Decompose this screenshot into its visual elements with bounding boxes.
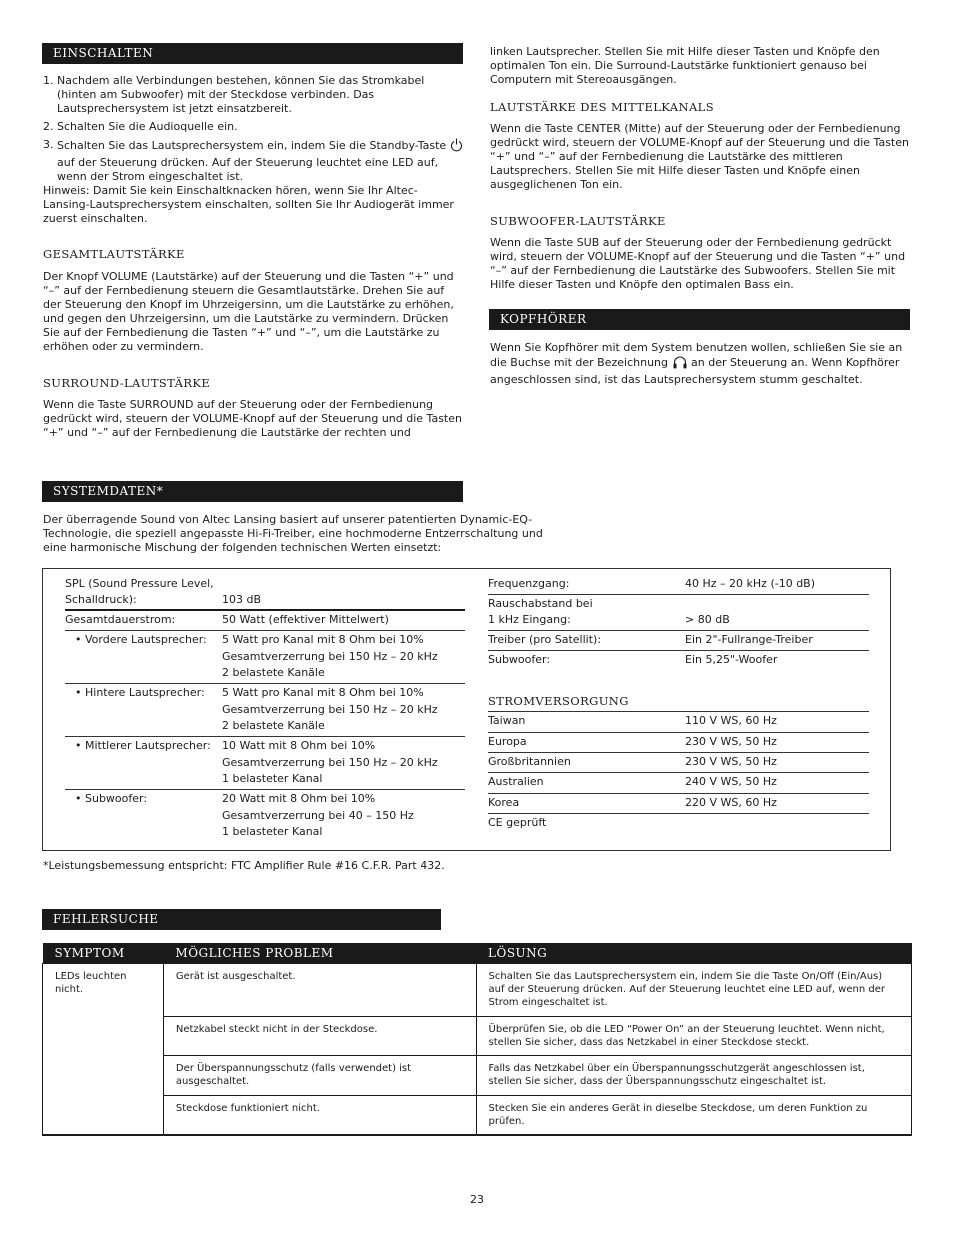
- ce-label: CE geprüft: [488, 816, 547, 829]
- hint-text: Hinweis: Damit Sie kein Einschaltknacken hören, wenn Sie Ihr Altec-Lansing-Lautsprechersystem einschalten, sollten Sie Ihr Audiogerät immer zuerst einschalten.: [43, 184, 454, 225]
- list-item: [43, 120, 463, 134]
- spec-value: Ein 5,25"-Woofer: [685, 653, 778, 666]
- problem-cell: Steckdose funktioniert nicht.: [163, 1095, 476, 1135]
- spec-value: 2 belastete Kanäle: [222, 666, 325, 679]
- power-value: 240 V WS, 50 Hz: [685, 775, 777, 788]
- spec-value: Gesamtverzerrung bei 40 – 150 Hz: [222, 809, 414, 822]
- page-number: 23: [470, 1193, 484, 1206]
- spec-label: • Subwoofer:: [75, 792, 148, 805]
- section-header-einschalten: [42, 43, 463, 64]
- footnote: *Leistungsbemessung entspricht: FTC Amplifier Rule #16 C.F.R. Part 432.: [43, 859, 445, 872]
- body-text: Wenn die Taste CENTER (Mitte) auf der Steuerung oder der Fernbedienung gedrückt wird, steuern der VOLUME-Knopf auf der Steuerung und die Tasten “+” und “–” auf der Fernbedienung die Lautstärke des mittleren Lautsprechers. Stellen Sie mit Hilfe dieser Tasten und Knöpfe einen ausgeglichenen Ton ein.: [490, 122, 909, 191]
- spec-value: Ein 2"-Fullrange-Treiber: [685, 633, 813, 646]
- divider: [65, 630, 465, 631]
- table-row: [43, 963, 912, 1016]
- body-text: Wenn die Taste SURROUND auf der Steuerung oder der Fernbedienung gedrückt wird, steuern der VOLUME-Knopf auf der Steuerung und die Tasten “+” und “–” auf der Fernbedienung die Lautstärke der rechten und: [43, 398, 462, 439]
- step-number: 1.: [43, 74, 54, 87]
- power-value: 230 V WS, 50 Hz: [685, 735, 777, 748]
- step-number: 2.: [43, 120, 54, 133]
- subsection-title-subwoofer: SUBWOOFER-LAUTSTÄRKE: [490, 214, 666, 228]
- table-header-row: [43, 943, 912, 963]
- spec-label: • Hintere Lautsprecher:: [75, 686, 205, 699]
- spec-value: 20 Watt mit 8 Ohm bei 10%: [222, 792, 376, 805]
- list-item: [43, 74, 463, 116]
- body-text: Der überragende Sound von Altec Lansing basiert auf unserer patentierten Dynamic-EQ-Technologie, die speziell angepasste Hi-Fi-Treiber, eine hochmoderne Entzerrschaltung und eine harmonische Mischung der folgenden technischen Werten einsetzt:: [43, 513, 543, 554]
- body-text: [490, 341, 910, 387]
- step-text: Schalten Sie die Audioquelle ein.: [57, 120, 238, 133]
- body-text: Der Knopf VOLUME (Lautstärke) auf der Steuerung und die Tasten “+” und “–” auf der Fernbedienung steuern die Gesamtlautstärke. Drehen Sie auf der Steuerung den Knopf im Uhrzeigersinn, um die Lautstärke zu erhöhen, und gegen den Uhrzeigersinn, um die Lautstärke zu vermindern. Drücken Sie auf der Fernbedienung die Tasten “+” und “–”, um die Lautstärke zu erhöhen oder zu vermindern.: [43, 270, 454, 353]
- divider: [65, 736, 465, 737]
- spec-label: Schalldruck):: [65, 593, 137, 606]
- subsection-title-stromversorgung: STROMVERSORGUNG: [488, 694, 629, 708]
- section-header-fehlersuche: [42, 909, 441, 930]
- spec-value: 103 dB: [222, 593, 262, 606]
- power-country: Europa: [488, 735, 527, 748]
- body-text-part: Wenn Sie Kopfhörer mit dem System benutzen wollen, schließen Sie sie an die Buchse mit der Bezeichnung: [490, 341, 903, 369]
- divider: [488, 732, 869, 733]
- spec-label: • Vordere Lautsprecher:: [75, 633, 207, 646]
- troubleshooting-table: [42, 943, 912, 1136]
- body-text-part: an der Steuerung an. Wenn Kopfhörer angeschlossen sind, ist das Lautsprechersystem stumm geschaltet.: [490, 356, 900, 386]
- spec-label: Frequenzgang:: [488, 577, 570, 590]
- divider: [488, 594, 869, 595]
- body-text: Wenn die Taste SUB auf der Steuerung oder der Fernbedienung gedrückt wird, steuern der VOLUME-Knopf auf der Steuerung und die Tasten “+” und “–” auf der Fernbedienung die Lautstärke des Subwoofers. Stellen Sie mit Hilfe dieser Tasten und Knöpfe den optimalen Bass ein.: [490, 236, 906, 291]
- column-header-problem: MÖGLICHES PROBLEM: [163, 943, 476, 963]
- spec-value: 1 belasteter Kanal: [222, 825, 323, 838]
- problem-cell: Gerät ist ausgeschaltet.: [163, 963, 476, 1016]
- spec-value: 1 belasteter Kanal: [222, 772, 323, 785]
- power-value: 220 V WS, 60 Hz: [685, 796, 777, 809]
- divider: [488, 752, 869, 753]
- solution-cell: Falls das Netzkabel über ein Überspannungsschutzgerät angeschlossen ist, stellen Sie sicher, dass der Überspannungsschutz eingeschaltet ist.: [476, 1055, 911, 1095]
- spec-value: > 80 dB: [685, 613, 730, 626]
- power-value: 110 V WS, 60 Hz: [685, 714, 777, 727]
- spec-value: Gesamtverzerrung bei 150 Hz – 20 kHz: [222, 703, 438, 716]
- spec-label: 1 kHz Eingang:: [488, 613, 571, 626]
- spec-label: Subwoofer:: [488, 653, 551, 666]
- problem-cell: Der Überspannungsschutz (falls verwendet) ist ausgeschaltet.: [163, 1055, 476, 1095]
- section-header-kopfhoerer: [489, 309, 910, 330]
- subsection-title-mittelkanal: LAUTSTÄRKE DES MITTELKANALS: [490, 100, 714, 114]
- section-title: KOPFHÖRER: [500, 312, 587, 326]
- section-title: FEHLERSUCHE: [53, 912, 159, 926]
- spec-label: Rauschabstand bei: [488, 597, 593, 610]
- divider: [488, 813, 869, 814]
- spec-value: 5 Watt pro Kanal mit 8 Ohm bei 10%: [222, 686, 424, 699]
- subsection-title-surround: SURROUND-LAUTSTÄRKE: [43, 376, 211, 390]
- divider: [65, 609, 465, 611]
- spec-value: Gesamtverzerrung bei 150 Hz – 20 kHz: [222, 756, 438, 769]
- divider: [488, 711, 869, 712]
- subsection-title-gesamtlautstaerke: GESAMTLAUTSTÄRKE: [43, 247, 185, 261]
- power-icon: [450, 138, 463, 156]
- spec-box: [42, 568, 891, 851]
- section-title: EINSCHALTEN: [53, 46, 154, 60]
- spec-value: 10 Watt mit 8 Ohm bei 10%: [222, 739, 376, 752]
- table-row: [43, 1055, 912, 1095]
- einschalten-steps: [43, 74, 463, 188]
- divider: [65, 789, 465, 790]
- body-text: linken Lautsprecher. Stellen Sie mit Hilfe dieser Tasten und Knöpfe den optimalen Ton ein. Die Surround-Lautstärke funktioniert genauso bei Computern mit Stereoausgängen.: [490, 45, 880, 86]
- solution-cell: Überprüfen Sie, ob die LED “Power On” an der Steuerung leuchtet. Wenn nicht, stellen Sie sicher, dass das Netzkabel in einer Steckdose steckt.: [476, 1016, 911, 1055]
- spec-label: Treiber (pro Satellit):: [488, 633, 602, 646]
- step-number: 3.: [43, 138, 54, 151]
- table-row: [43, 1095, 912, 1135]
- symptom-cell: LEDs leuchten nicht.: [43, 963, 164, 1135]
- divider: [488, 772, 869, 773]
- spec-value: 50 Watt (effektiver Mittelwert): [222, 613, 389, 626]
- divider: [488, 793, 869, 794]
- power-country: Taiwan: [488, 714, 526, 727]
- spec-value: 40 Hz – 20 kHz (-10 dB): [685, 577, 816, 590]
- spec-value: 5 Watt pro Kanal mit 8 Ohm bei 10%: [222, 633, 424, 646]
- section-title: SYSTEMDATEN*: [53, 484, 164, 498]
- column-header-loesung: LÖSUNG: [476, 943, 911, 963]
- solution-cell: Stecken Sie ein anderes Gerät in dieselbe Steckdose, um deren Funktion zu prüfen.: [476, 1095, 911, 1135]
- step-text: Nachdem alle Verbindungen bestehen, können Sie das Stromkabel (hinten am Subwoofer) mit der Steckdose verbinden. Das Lautsprechersystem ist jetzt einsatzbereit.: [57, 74, 425, 115]
- divider: [488, 650, 869, 651]
- step-text: auf der Steuerung drücken. Auf der Steuerung leuchtet eine LED auf, wenn der Strom eingeschaltet ist.: [57, 156, 439, 183]
- spec-value: 2 belastete Kanäle: [222, 719, 325, 732]
- spec-label: SPL (Sound Pressure Level,: [65, 577, 214, 590]
- spec-label: • Mittlerer Lautsprecher:: [75, 739, 211, 752]
- power-country: Korea: [488, 796, 520, 809]
- table-row: [43, 1016, 912, 1055]
- divider: [65, 683, 465, 684]
- spec-label: Gesamtdauerstrom:: [65, 613, 176, 626]
- column-header-symptom: SYMPTOM: [43, 943, 164, 963]
- problem-cell: Netzkabel steckt nicht in der Steckdose.: [163, 1016, 476, 1055]
- power-country: Australien: [488, 775, 544, 788]
- solution-cell: Schalten Sie das Lautsprechersystem ein, indem Sie die Taste On/Off (Ein/Aus) auf der Steuerung drücken. Auf der Steuerung leuchtet eine LED auf, wenn der Strom eingeschaltet ist.: [476, 963, 911, 1016]
- list-item: [43, 138, 463, 184]
- section-header-systemdaten: [42, 481, 463, 502]
- headphones-icon: [672, 355, 688, 373]
- spec-value: Gesamtverzerrung bei 150 Hz – 20 kHz: [222, 650, 438, 663]
- power-value: 230 V WS, 50 Hz: [685, 755, 777, 768]
- step-text: Schalten Sie das Lautsprechersystem ein, indem Sie die Standby-Taste: [57, 139, 447, 152]
- power-country: Großbritannien: [488, 755, 571, 768]
- divider: [488, 630, 869, 631]
